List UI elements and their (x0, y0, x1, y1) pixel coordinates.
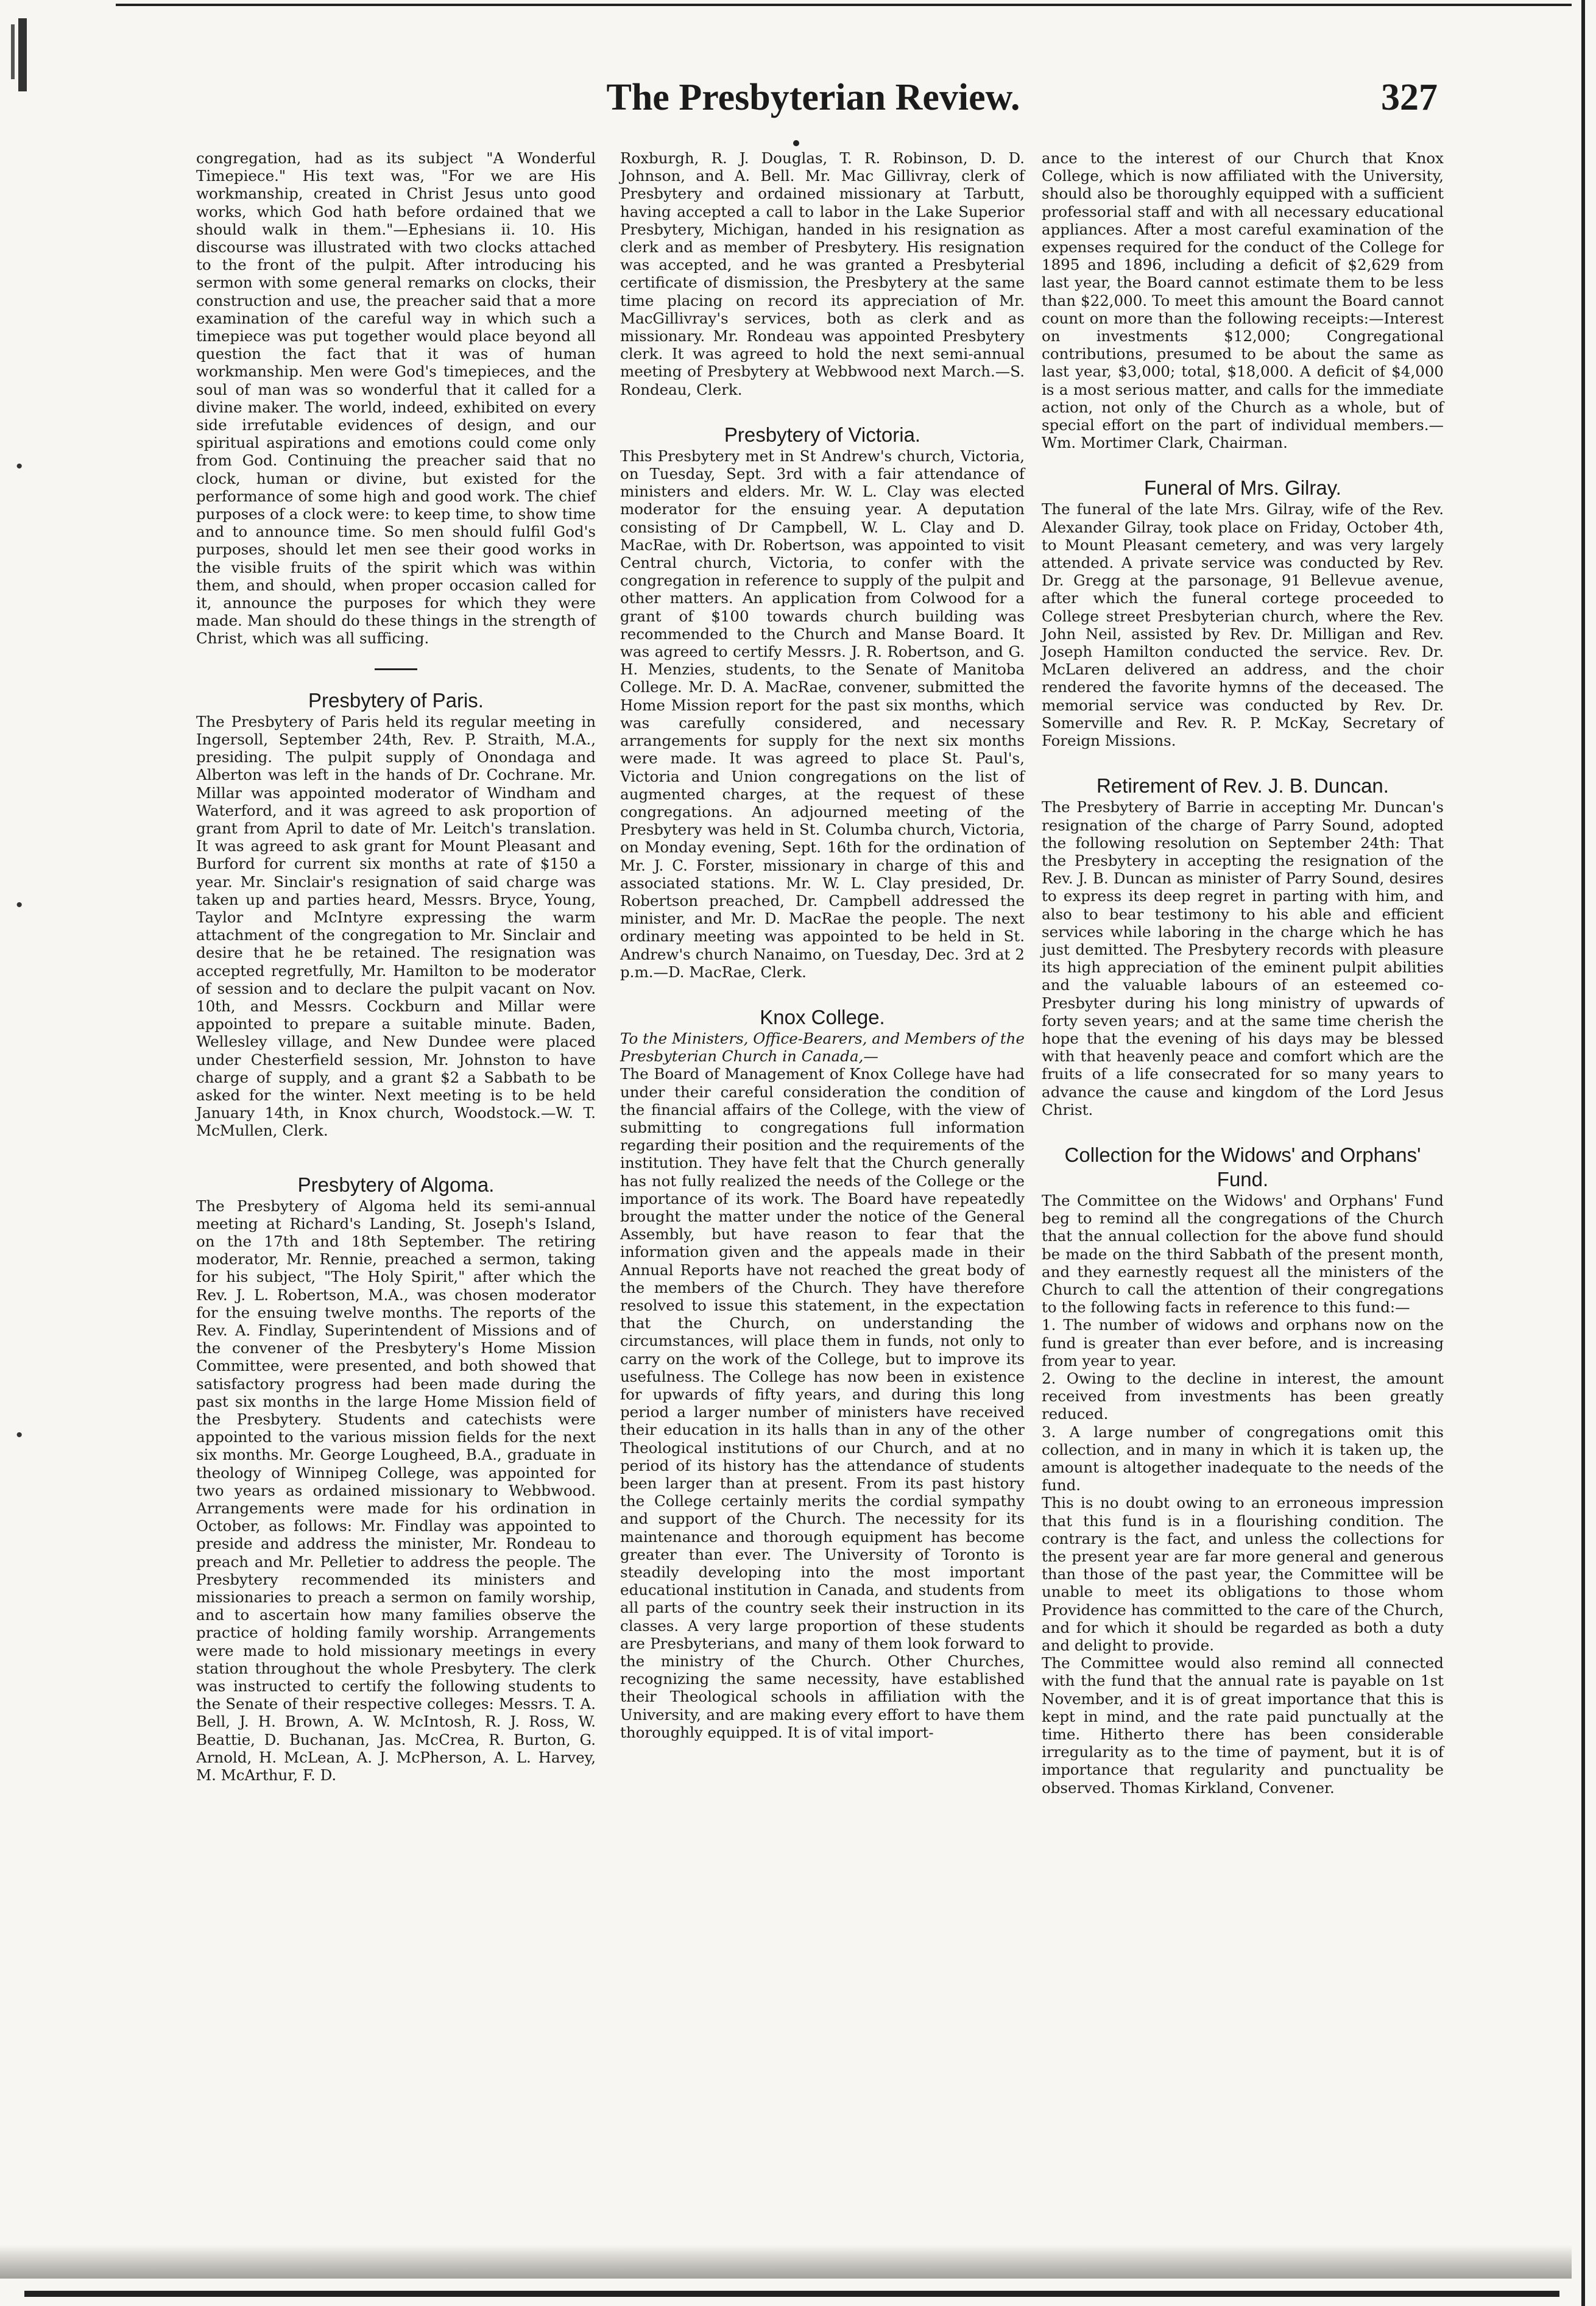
knox-salutation: To the Ministers, Office-Bearers, and Members of the Presbyterian Church in Canada,— (620, 1029, 1025, 1066)
article-knox-college: The Board of Management of Knox College have had under their careful consideration the condition of the financial affairs of the College, with the view of submitting to congregations full information regarding their position and the requirements of the institution. They have felt that the Church generally has not fully realized the needs of the College or the importance of its work. The Board have repeatedly brought the matter under the notice of the General Assembly, but have reason to fear that the information given and the appeals made in their Annual Reports have not reached the great body of the members of the Church. They have therefore resolved to issue this statement, in the expectation that the Church, on understanding the circumstances, will place them in funds, not only to carry on the work of the College, but to improve its usefulness. The College has now been in existence for upwards of fifty years, and during this long period a larger number of ministers have received their education in its halls than in any of the other Theological institutions of our Church, and at no period of its history has the attendance of students been larger than at present. From its past history the College certainly merits the cordial sympathy and support of the Church. The necessity for its maintenance and thorough equipment has become greater than ever. The University of Toronto is steadily developing into the most important educational institution in Canada, and students from all parts of the country seek their instruction in its classes. A very large proportion of these students are Presbyterians, and many of them look forward to the ministry of the Church. Other Churches, recognizing the same necessity, have established their Theological schools in affiliation with the University, and are making every effort to have them thoroughly equipped. It is of vital import- (620, 1065, 1025, 1741)
page-number: 327 (1381, 77, 1438, 118)
ornament-dot (793, 140, 799, 146)
page-footer-scan-edge (0, 2221, 1596, 2306)
section-divider (375, 668, 417, 670)
article-presbytery-algoma: The Presbytery of Algoma held its semi-annual meeting at Richard's Landing, St. Joseph's Island, on the 17th and 18th September. The retiring moderator, Mr. Rennie, preached a sermon, taking for his subject, "The Holy Spirit," after which the Rev. J. L. Robertson, M.A., was chosen moderator for the ensuing twelve months. The reports of the Rev. A. Findlay, Superintendent of Missions and of the convener of the Presbytery's Home Mission Committee, were presented, and both showed that satisfactory progress had been made during the past six months in the large Home Mission field of the Presbytery. Students and catechists were appointed to the various mission fields for the next six months. Mr. George Lougheed, B.A., graduate in theology of Winnipeg College, was appointed for two years as ordained missionary to Webbwood. Arrangements were made for his ordination in October, as follows: Mr. Findlay was appointed to preside and address the minister, Mr. Rondeau to preach and Mr. Pelletier to address the people. The Presbytery recommended its ministers and missionaries to preach a sermon on family worship, and to ascertain how many families observe the practice of holding family worship. Arrangements were made to hold missionary meetings in every station throughout the whole Presbytery. The clerk was instructed to certify the following students to the Senate of their respective colleges: Messrs. T. A. Bell, J. H. Brown, A. W. McIntosh, R. J. Ross, W. Beattie, D. Buchanan, Jas. McCrea, R. Burton, G. Arnold, H. McLean, A. J. McPherson, A. L. Harvey, M. McArthur, F. D. (196, 1197, 596, 1784)
binding-mark (18, 18, 27, 91)
fund-point-2: 2. Owing to the decline in interest, the amount received from investments has been greatly reduced. (1042, 1369, 1444, 1423)
article-retirement-duncan: The Presbytery of Barrie in accepting Mr. Duncan's resignation of the charge of Parry Sound, adopted the following resolution on September 24th: That the Presbytery in accepting the resignation of the Rev. J. B. Duncan as minister of Parry Sound, desires to express its deep regret in parting with him, and also to bear testimony to his able and efficient services while laboring in the charge which he has just demitted. The Presbytery records with pleasure its high appreciation of the eminent pulpit abilities and the valuable labours of an esteemed co-Presbyter during his long ministry of upwards of forty seven years; and at the same time cherish the hope that the evening of his days may be blessed with that heavenly peace and comfort which are the fruits of a life consecrated for so many years to advance the cause and kingdom of the Lord Jesus Christ. (1042, 798, 1444, 1119)
margin-mark: · (15, 890, 24, 921)
article-algoma-continued: Roxburgh, R. J. Douglas, T. R. Robinson, D. D. Johnson, and A. Bell. Mr. Mac Gillivray, clerk of Presbytery and ordained missionary at Tarbutt, having accepted a call to labor in the Lake Superior Presbytery, Michigan, handed in his resignation as clerk and as member of Presbytery. His resignation was accepted, and he was granted a Presbyterial certificate of dismission, the Presbytery at the same time placing on record its appreciation of Mr. MacGillivray's services, both as clerk and as missionary. Mr. Rondeau was appointed Presbytery clerk. It was agreed to hold the next semi-annual meeting of Presbytery at Webbwood next March.—S. Rondeau, Clerk. (620, 149, 1025, 398)
publication-title: The Presbyterian Review. (606, 77, 1020, 118)
column-3 (1042, 149, 1444, 1797)
heading-retirement-duncan: Retirement of Rev. J. B. Duncan. (1096, 774, 1389, 798)
page-edge (1581, 0, 1585, 2306)
fund-closing: The Committee would also remind all connected with the fund that the annual rate is payable on 1st November, and it is of great importance that this is kept in mind, and the rate paid punctually at the time. Hitherto there has been considerable irregularity as to the time of payment, but it is of importance that regularity and punctuality be observed. Thomas Kirkland, Convener. (1042, 1654, 1444, 1797)
heading-funeral-gilray: Funeral of Mrs. Gilray. (1144, 476, 1341, 500)
article-continuation: congregation, had as its subject "A Wonderful Timepiece." His text was, "For we are His workmanship, created in Christ Jesus unto good works, which God hath before ordained that we should walk in them."—Ephesians ii. 10. His discourse was illustrated with two clocks attached to the front of the pulpit. After introducing his sermon with some general remarks on clocks, their construction and use, the preacher said that a more examination of the careful way in which such a timepiece was put together would place beyond all question the fact that it was of human workmanship. Men were God's timepieces, and the soul of man was so wonderful that it called for a divine maker. The world, indeed, exhibited on every side irrefutable evidences of design, and our spiritual aspirations and emotions could come only from God. Continuing the preacher said that no clock, human or divine, but existed for the performance of some high and good work. The chief purposes of a clock were: to keep time, to show time and to announce time. So men should fulfil God's purposes, should let men see their good works in the visible fruits of the spirit which was within them, and should, when proper occasion called for it, announce the purposes for which they were made. Man should do these things in the strength of Christ, which was all sufficing. (196, 149, 596, 648)
article-presbytery-paris: The Presbytery of Paris held its regular meeting in Ingersoll, September 24th, Rev. P. Straith, M.A., presiding. The pulpit supply of Onondaga and Alberton was left in the hands of Dr. Cochrane. Mr. Millar was appointed moderator of Windham and Waterford, and it was agreed to ask proportion of grant from April to date of Mr. Leitch's translation. It was agreed to ask grant for Mount Pleasant and Burford for current six months at rate of $150 a year. Mr. Sinclair's resignation of said charge was taken up and parties heard, Messrs. Bryce, Young, Taylor and McIntyre expressing the warm attachment of the congregation to Mr. Sinclair and desire that he be retained. The resignation was accepted regretfully, Mr. Hamilton to be moderator of session and to declare the pulpit vacant on Nov. 10th, and Messrs. Cockburn and Millar were appointed to prepare a suitable minute. Baden, Wellesley village, and New Dundee were placed under Chesterfield session, Mr. Johnston to have charge of supply, and a grant $2 a Sabbath to be asked for the winter. Next meeting is to be held January 14th, in Knox church, Woodstock.—W. T. McMullen, Clerk. (196, 712, 596, 1140)
fund-point-1: 1. The number of widows and orphans now on the fund is greater than ever before, and is increasing from year to year. (1042, 1316, 1444, 1370)
scan-shadow (0, 2245, 1572, 2279)
article-funeral-gilray: The funeral of the late Mrs. Gilray, wife of the Rev. Alexander Gilray, took place on Friday, October 4th, to Mount Pleasant cemetery, and was very largely attended. A private service was conducted by Rev. Dr. Gregg at the parsonage, 91 Bellevue avenue, after which the funeral cortege proceeded to College street Presbyterian church, where the Rev. John Neil, assisted by Rev. Dr. Milligan and Rev. Joseph Hamilton conducted the service. Rev. Dr. McLaren delivered an address, and the choir rendered the favorite hymns of the deceased. The memorial service was conducted by Rev. Dr. Somerville and Rev. R. P. McKay, Secretary of Foreign Missions. (1042, 500, 1444, 750)
binding-mark-secondary (11, 24, 15, 79)
page-header (189, 76, 1438, 143)
fund-paragraph: This is no doubt owing to an erroneous impression that this fund is in a flourishing condition. The contrary is the fact, and unless the collections for the present year are far more general and generous than those of the past year, the Committee will be unable to meet its obligations to those whom Providence has committed to the care of the Church, and for which it should be regarded as both a duty and delight to provide. (1042, 1494, 1444, 1655)
margin-mark: · (15, 1420, 24, 1451)
heading-presbytery-victoria: Presbytery of Victoria. (724, 423, 921, 446)
margin-mark: · (15, 451, 24, 482)
column-1 (196, 149, 596, 1784)
article-knox-continued: ance to the interest of our Church that Knox College, which is now affiliated with the University, should also be thoroughly equipped with a sufficient professorial staff and with all necessary educational appliances. After a most careful examination of the expenses required for the conduct of the College for 1895 and 1896, including a deficit of $2,629 from last year, the Board cannot estimate them to be less than $22,000. To meet this amount the Board cannot count on more than the following receipts:—Interest on investments $12,000; Congregational contributions, presumed to be about the same as last year, $3,000; total, $18,000. A deficit of $4,000 is a most serious matter, and calls for the immediate action, not only of the Church as a whole, but of special effort on the part of individual members.—Wm. Mortimer Clark, Chairman. (1042, 149, 1444, 452)
heading-presbytery-algoma: Presbytery of Algoma. (297, 1173, 495, 1196)
column-2 (620, 149, 1025, 1741)
heading-knox-college: Knox College. (760, 1005, 885, 1028)
article-presbytery-victoria: This Presbytery met in St Andrew's church, Victoria, on Tuesday, Sept. 3rd with a fair attendance of ministers and elders. Mr. W. L. Clay was elected moderator for the ensuing year. A deputation consisting of Dr Campbell, W. L. Clay and D. MacRae, with Dr. Robertson, was appointed to visit Central church, Victoria, to confer with the congregation in reference to supply of the pulpit and other matters. An application from Colwood for a grant of $100 towards church building was recommended to the Church and Manse Board. It was agreed to certify Messrs. J. R. Robertson, and G. H. Menzies, students, to the Senate of Manitoba College. Mr. D. A. MacRae, convener, submitted the Home Mission report for the past six months, which was carefully considered, and necessary arrangements for supply for the next six months were made. It was agreed to place St. Paul's, Victoria and Union congregations on the list of augmented charges, at the request of these congregations. An adjourned meeting of the Presbytery was held in St. Columba church, Victoria, on Monday evening, Sept. 16th for the ordination of Mr. J. C. Forster, missionary in charge of this and associated stations. Mr. W. L. Clay presided, Dr. Robertson preached, Dr. Campbell addressed the minister, and Mr. D. MacRae the people. The next ordinary meeting was appointed to be held in St. Andrew's church Nanaimo, on Tuesday, Dec. 3rd at 2 p.m.—D. MacRae, Clerk. (620, 447, 1025, 981)
bottom-border-rule (24, 2291, 1559, 2297)
top-border-rule (116, 4, 1572, 6)
heading-widows-orphans-fund: Collection for the Widows' and Orphans' Fund. (1064, 1143, 1421, 1190)
heading-presbytery-paris: Presbytery of Paris. (308, 688, 484, 712)
fund-intro: The Committee on the Widows' and Orphans' Fund beg to remind all the congregations of the Church that the annual collection for the above fund should be made on the third Sabbath of the present month, and they earnestly request all the ministers of the Church to call the attention of their congregations to the following facts in reference to this fund:— (1042, 1191, 1444, 1317)
fund-point-3: 3. A large number of congregations omit this collection, and in many in which it is taken up, the amount is altogether inadequate to the needs of the fund. (1042, 1423, 1444, 1494)
